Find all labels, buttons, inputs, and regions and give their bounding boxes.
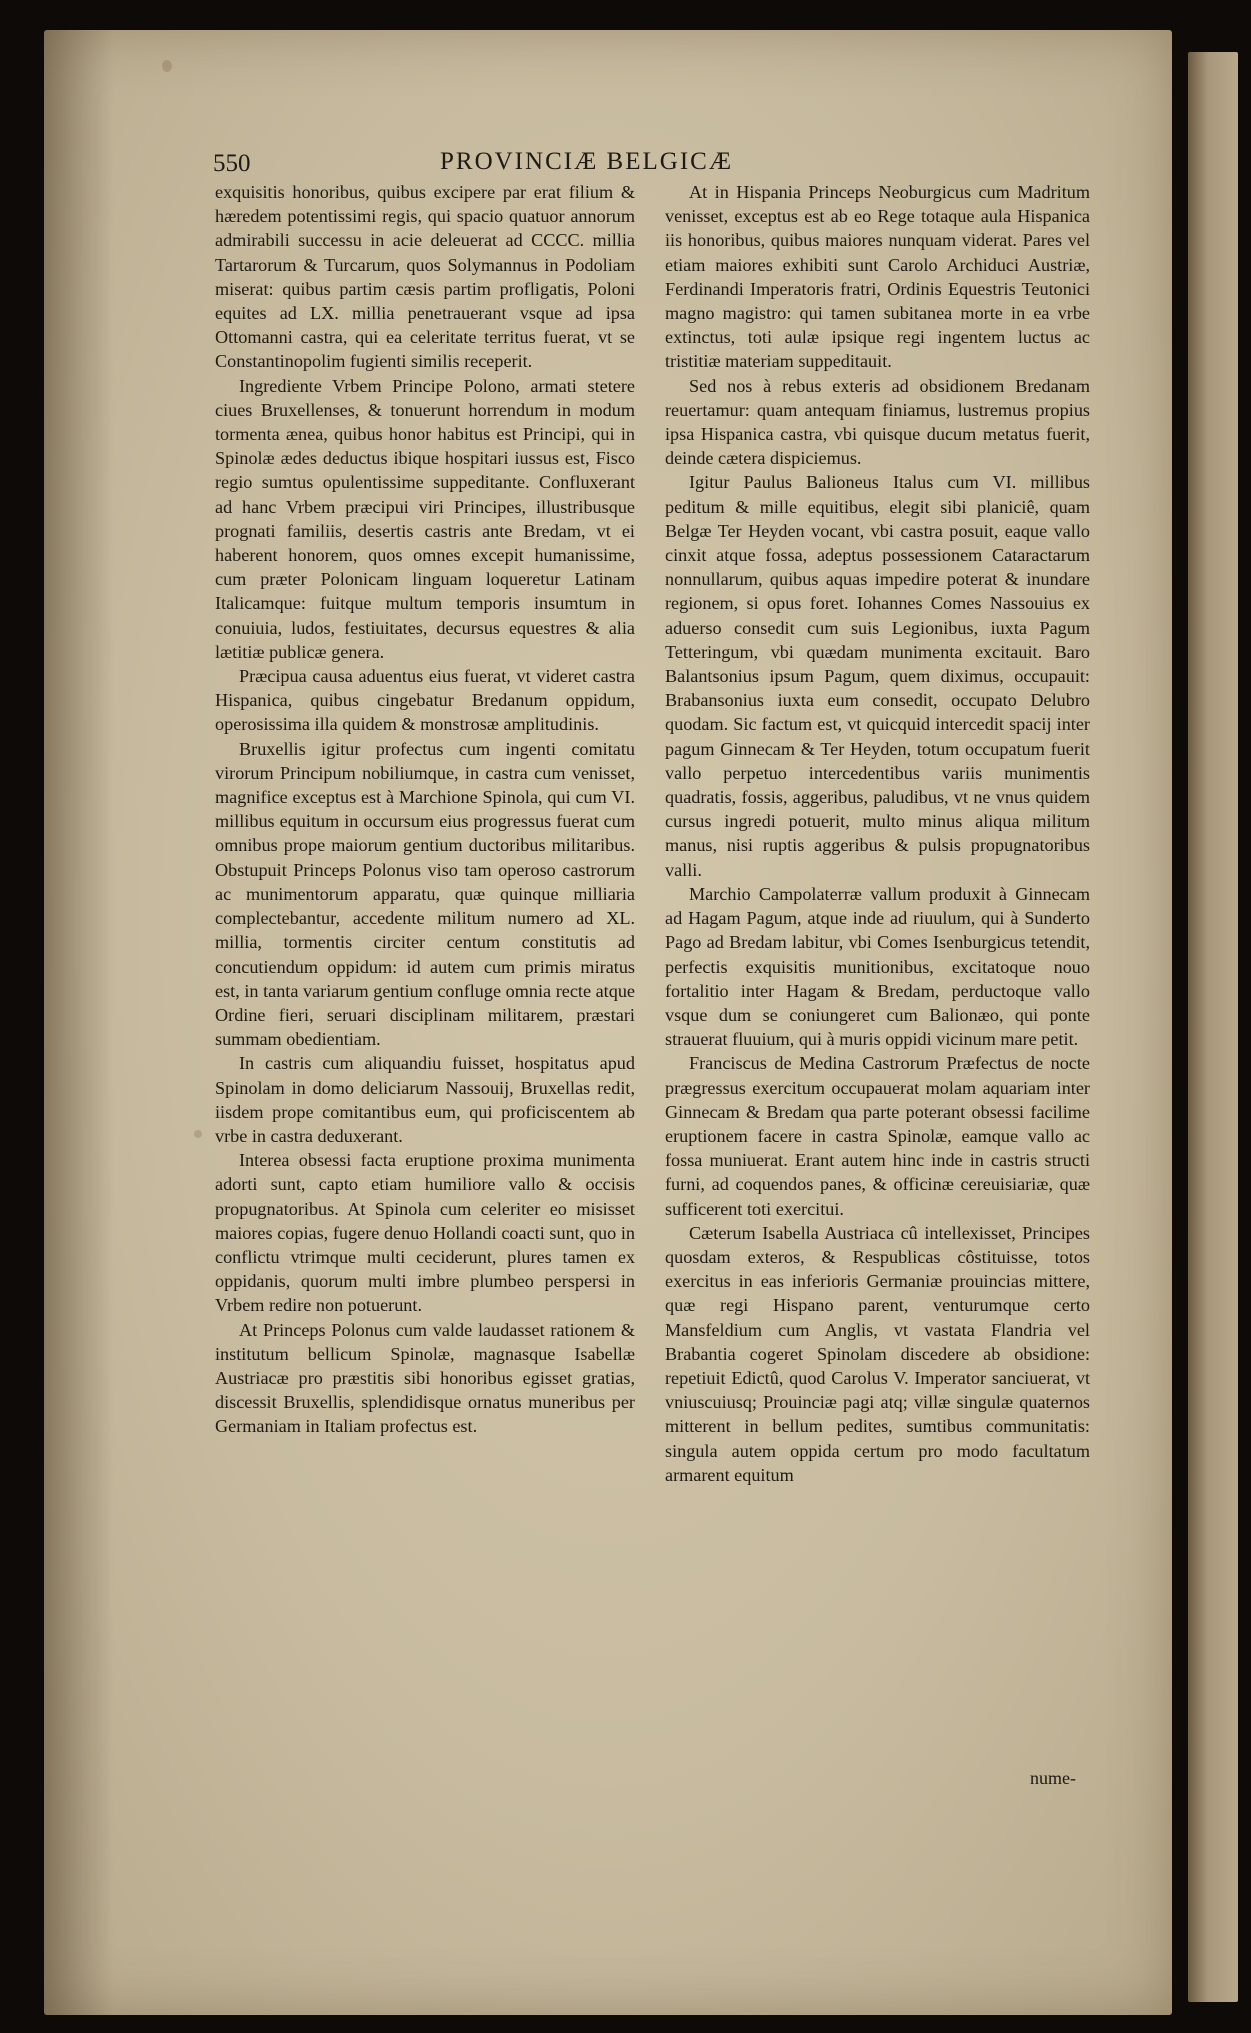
right-text-column	[665, 180, 1090, 1487]
next-page-edge	[1188, 52, 1238, 2002]
paragraph: exquisitis honoribus, quibus excipere par erat filium & hæredem potentissimi regis, qui spacio quatuor annorum admirabili successu in acie deleuerat ad CCCC. millia Tartarorum & Turcarum, quos Solymannus in Podoliam miserat: quibus partim cæsis partim profligatis, Poloni equites ad LX. millia penetrauerant vsque ad ipsa Ottomanni castra, qui ea celeritate territus fuerat, vt se Constantinopolim fugienti similis receperit.	[215, 182, 635, 372]
paragraph: In castris cum aliquandiu fuisset, hospitatus apud Spinolam in domo deliciarum Nassouij, Bruxellas redit, iisdem prope comitantibus eum, qui proficiscentem ab vrbe in castra deduxerant.	[215, 1053, 635, 1146]
paragraph: Igitur Paulus Balioneus Italus cum VI. millibus peditum & mille equitibus, elegit sibi planiciê, quam Belgæ Ter Heyden vocant, vbi castra posuit, eaque vallo cinxit atque fossa, adeptus possessionem Cataractarum nonnullarum, quibus aquas impedire poterat & inundare regionem, si opus foret. Iohannes Comes Nassouius ex aduerso consedit cum suis Legionibus, iuxta Pagum Tetteringum, vbi quædam munimenta excitauit. Baro Balantsonius ipsum Pagum, quem diximus, occupauit: Brabansonius iuxta eum consedit, occupato Delubro quodam. Sic factum est, vt quicquid intercedit spacij inter pagum Ginnecam & Ter Heyden, totum occupatum fuerit vallo perpetuo intercedentibus variis munimentis quadratis, fossis, aggeribus, paludibus, vt ne vnus quidem cursus ingredi potuerit, multo minus aliqua militum manus, nisi ruptis aggeribus & pulsis propugnatoribus valli.	[665, 472, 1090, 880]
paragraph: Præcipua causa aduentus eius fuerat, vt videret castra Hispanica, quibus cingebatur Bredanum oppidum, operosissima illa quidem & monstrosæ amplitudinis.	[215, 666, 635, 735]
paragraph: Interea obsessi facta eruptione proxima munimenta adorti sunt, capto etiam humiliore vallo & occisis propugnatoribus. At Spinola cum celeriter eo misisset maiores copias, fugere denuo Hollandi coacti sunt, quo in conflictu vtrimque multi ceciderunt, plures tamen ex oppidanis, quorum multi imbre plumbeo perspersi in Vrbem redire non potuerunt.	[215, 1150, 635, 1316]
page-number: 550	[213, 150, 251, 177]
paper-stain	[194, 1130, 202, 1138]
paragraph: Cæterum Isabella Austriaca cû intellexisset, Principes quosdam exteros, & Respublicas côstituisse, totos exercitus in eas inferioris Germaniæ prouincias mittere, quæ regi Hispano parent, venturumque certo Mansfeldium cum Anglis, vt vastata Flandria vel Brabantia cogeret Spinolam discedere ab obsidione: repetiuit Edictû, quod Carolus V. Imperator sanciuerat, vt vniuscuiusq; Prouinciæ pagi atq; villæ singulæ quaternos mitterent in bellum pedites, sumtibus communitatis: singula autem oppida certum pro modo facultatum armarent equitum	[665, 1222, 1090, 1485]
paragraph: At in Hispania Princeps Neoburgicus cum Madritum venisset, exceptus est ab eo Rege totaque aula Hispanica iis honoribus, quibus maiores nunquam viderat. Pares vel etiam maiores exhibiti sunt Carolo Archiduci Austriæ, Ferdinandi Imperatoris fratri, Ordinis Equestris Teutonici magno magistro: qui tamen subitanea morte in ea vrbe extinctus, toti aulæ ipsique regi ingentem luctus ac tristitiæ materiam suppeditauit.	[665, 182, 1090, 372]
paragraph: Ingrediente Vrbem Principe Polono, armati stetere ciues Bruxellenses, & tonuerunt horrendum in modum tormenta ænea, quibus honor habitus est Principi, qui in Spinolæ ædes deductus ibique hospitari iussus est, Fisco regio sumtus opulentissime suppeditante. Confluxerant ad hanc Vrbem præcipui viri Principes, illustribusque prognati familiis, desertis castris ante Bredam, vt ei haberent honorem, quos omnes excepit humanissime, cum præter Polonicam linguam loqueretur Latinam Italicamque: fuitque multum temporis insumtum in conuiuia, ludos, festiuitates, decursus equestres & alia lætitiæ publicæ genera.	[215, 375, 635, 662]
running-head: PROVINCIÆ BELGICÆ	[440, 148, 734, 175]
catchword: nume-	[1030, 1768, 1076, 1788]
paragraph: Bruxellis igitur profectus cum ingenti comitatu virorum Principum nobiliumque, in castra cum venisset, magnifice exceptus est à Marchione Spinola, qui cum VI. millibus equitum in occursum eius progressus fuerat cum omnibus prope maiorum gentium ductoribus militaribus. Obstupuit Princeps Polonus viso tam operoso castrorum ac munimentorum apparatu, quæ quinque milliaria complectebantur, accedente militum numero ad XL. millia, tormentis circiter centum constitutis ad concutiendum oppidum: id autem cum primis miratus est, in tanta variarum gentium confluge omnia recte atque Ordine fieri, seruari disciplinam militarem, præstari summam obedientiam.	[215, 738, 635, 1050]
left-text-column	[215, 180, 635, 1439]
paragraph: At Princeps Polonus cum valde laudasset rationem & institutum bellicum Spinolæ, magnasque Isabellæ Austriacæ pro præstitis sibi honoribus egisset gratias, discessit Bruxellis, splendidisque ornatus muneribus per Germaniam in Italiam profectus est.	[215, 1319, 635, 1437]
paragraph: Franciscus de Medina Castrorum Præfectus de nocte prægressus exercitum occupauerat molam aquariam inter Ginnecam & Bredam qua parte poterant obsessi facilime eruptionem facere in castra Spinolæ, eamque vallo ac fossa muniuerat. Erant autem hinc inde in castris structi furni, ad coquendos panes, & officinæ cereuisiariæ, quæ sufficerent toti exercitui.	[665, 1053, 1090, 1219]
paragraph: Marchio Campolaterræ vallum produxit à Ginnecam ad Hagam Pagum, atque inde ad riuulum, qui à Sunderto Pago ad Bredam labitur, vbi Comes Isenburgicus tetendit, perfectis exquisitis munitionibus, excitatoque nouo fortalitio inter Hagam & Bredam, perductoque vallo vsque dum se coniungeret cum Balionæo, qui ponte strauerat fluuium, qui à muris oppidi vicinum mare petit.	[665, 883, 1090, 1050]
page-gutter-shadow	[44, 30, 114, 2015]
paragraph: Sed nos à rebus exteris ad obsidionem Bredanam reuertamur: quam antequam finiamus, lustremus propius ipsa Hispanica castra, vbi quisque ducum metatus fuerit, deinde cætera dispiciemus.	[665, 375, 1090, 469]
paper-stain	[162, 60, 172, 72]
